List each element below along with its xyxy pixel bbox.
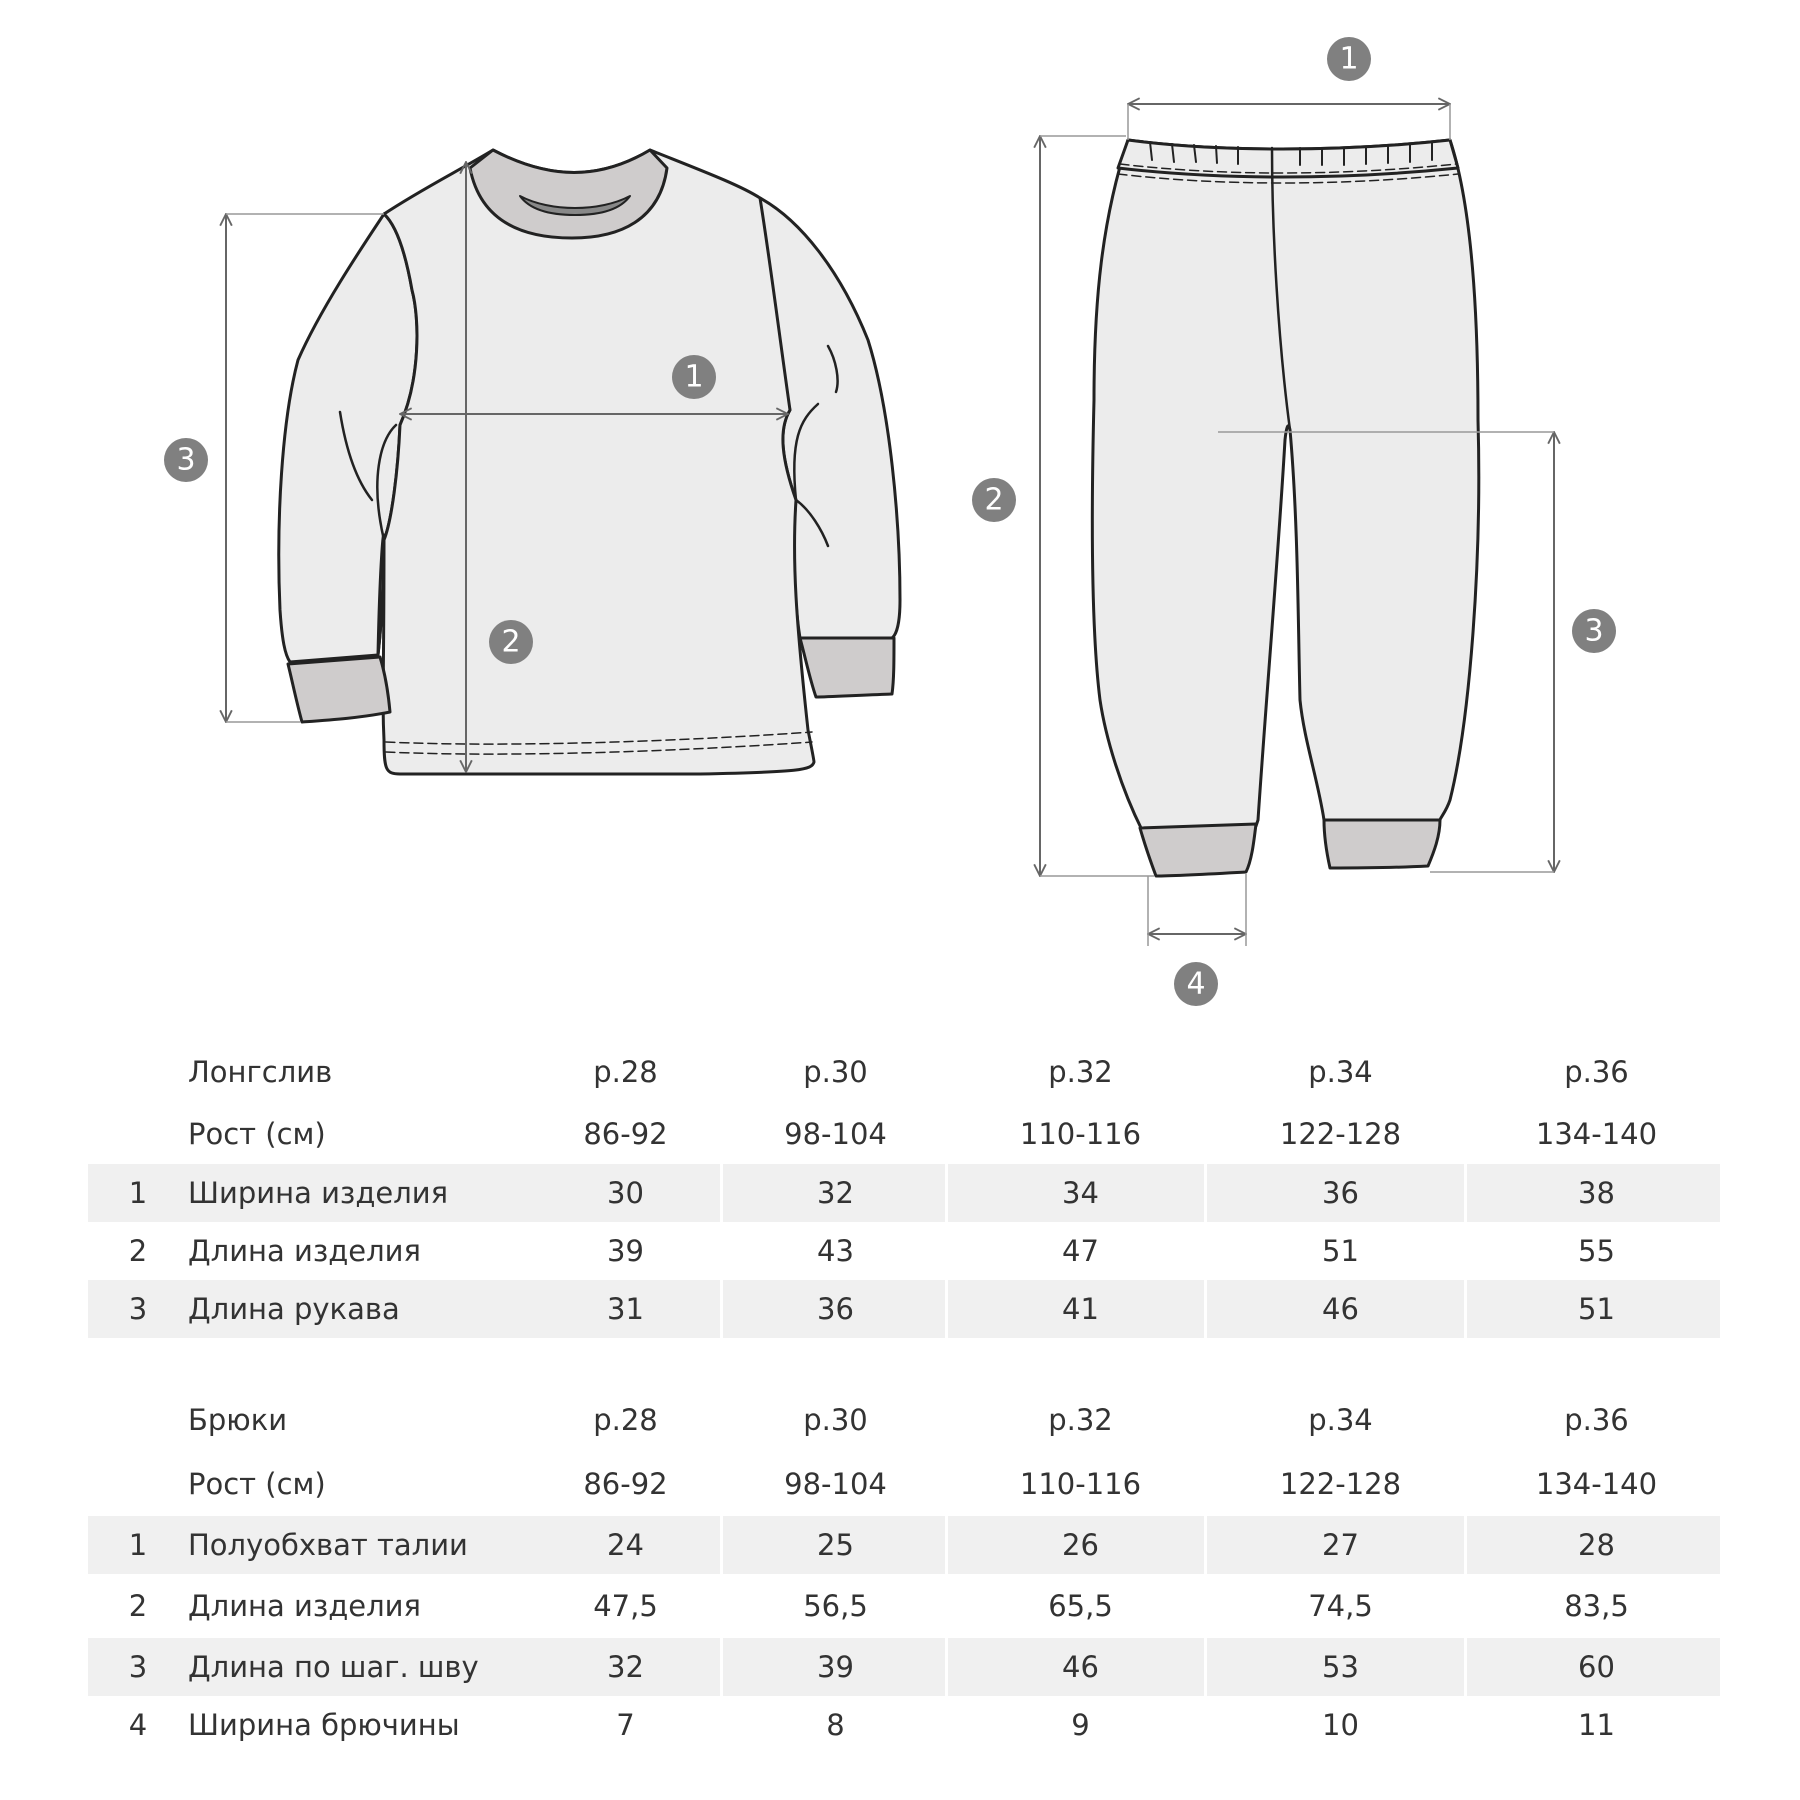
table-cell: 47,5 [593,1589,658,1623]
longsleeve-body [378,150,814,774]
row-number: 3 [128,1292,148,1326]
longsleeve-size-header [88,1040,1720,1104]
row-number: 2 [128,1234,148,1268]
table-cell: 36 [1322,1176,1359,1210]
table-cell: 8 [826,1708,845,1742]
svg-text:3: 3 [176,442,196,478]
table-cell: 74,5 [1308,1589,1373,1623]
size-label: р.30 [803,1055,868,1089]
row-label: Длина изделия [188,1234,421,1268]
table-cell: 32 [607,1650,644,1684]
table-cell: 83,5 [1564,1589,1629,1623]
waistband [1118,140,1458,177]
table-cell: 46 [1062,1650,1099,1684]
longsleeve-marker-2 [489,620,533,664]
row-label: Длина изделия [188,1589,421,1623]
pants-marker-3 [1572,609,1616,653]
pants-marker-2 [972,478,1016,522]
height-range: 86-92 [583,1467,668,1501]
table-row [88,1574,1720,1638]
longsleeve-marker-1 [672,355,716,399]
row-number: 1 [128,1176,148,1210]
row-number: 2 [128,1589,148,1623]
right-pant-cuff [1324,820,1440,868]
size-label: р.28 [593,1055,658,1089]
height-label: Рост (см) [188,1117,326,1151]
left-pant-cuff [1140,824,1256,876]
table-cell: 34 [1062,1176,1099,1210]
table-cell: 41 [1062,1292,1099,1326]
table-cell: 24 [607,1528,644,1562]
table-cell: 36 [817,1292,854,1326]
table-row [88,1280,1720,1338]
table-cell: 65,5 [1048,1589,1113,1623]
table-row [88,1222,1720,1280]
table-cell: 43 [817,1234,854,1268]
table-cell: 56,5 [803,1589,868,1623]
svg-text:2: 2 [984,482,1004,518]
row-label: Длина по шаг. шву [188,1650,479,1684]
table-cell: 51 [1322,1234,1359,1268]
pants-marker-4 [1174,962,1218,1006]
longsleeve-size-table [88,1040,1720,1338]
size-label: р.36 [1564,1403,1629,1437]
row-label: Ширина брючины [188,1708,460,1742]
table-row [88,1516,1720,1574]
table-cell: 25 [817,1528,854,1562]
right-cuff [800,638,894,697]
row-number: 3 [128,1650,148,1684]
left-cuff [288,657,390,722]
table-cell: 7 [616,1708,635,1742]
table-row [88,1638,1720,1696]
svg-text:1: 1 [1339,41,1359,77]
table-cell: 27 [1322,1528,1359,1562]
height-range: 98-104 [784,1467,887,1501]
size-label: р.32 [1048,1403,1113,1437]
table-cell: 53 [1322,1650,1359,1684]
row-label: Ширина изделия [188,1176,449,1210]
table-cell: 55 [1578,1234,1615,1268]
size-label: р.30 [803,1403,868,1437]
pants-marker-1 [1327,37,1371,81]
table-cell: 39 [607,1234,644,1268]
row-label: Полуобхват талии [188,1528,468,1562]
height-range: 134-140 [1535,1467,1658,1501]
table-row [88,1696,1720,1754]
svg-text:4: 4 [1186,966,1206,1002]
table-cell: 30 [607,1176,644,1210]
table-cell: 11 [1578,1708,1615,1742]
size-label: р.32 [1048,1055,1113,1089]
height-range: 98-104 [784,1117,887,1151]
longsleeve-illustration [279,150,900,774]
height-label: Рост (см) [188,1467,326,1501]
size-label: р.36 [1564,1055,1629,1089]
height-range: 122-128 [1279,1117,1402,1151]
table-cell: 38 [1578,1176,1615,1210]
table-cell: 32 [817,1176,854,1210]
longsleeve-marker-3 [164,438,208,482]
height-range: 110-116 [1019,1117,1142,1151]
table-cell: 39 [817,1650,854,1684]
table-cell: 60 [1578,1650,1615,1684]
row-number: 4 [128,1708,148,1742]
svg-text:1: 1 [684,359,704,395]
pants-body [1092,140,1478,830]
height-range: 122-128 [1279,1467,1402,1501]
table-cell: 51 [1578,1292,1615,1326]
pants-title: Брюки [188,1403,288,1437]
height-range: 110-116 [1019,1467,1142,1501]
row-label: Длина рукава [188,1292,400,1326]
height-range: 86-92 [583,1117,668,1151]
table-cell: 26 [1062,1528,1099,1562]
table-cell: 10 [1322,1708,1359,1742]
table-row [88,1164,1720,1222]
table-cell: 47 [1062,1234,1099,1268]
row-number: 1 [128,1528,148,1562]
svg-text:3: 3 [1584,613,1604,649]
pants-size-table [88,1388,1720,1754]
size-label: р.28 [593,1403,658,1437]
height-range: 134-140 [1535,1117,1658,1151]
table-cell: 46 [1322,1292,1359,1326]
table-cell: 31 [607,1292,644,1326]
longsleeve-title: Лонгслив [188,1055,333,1089]
pants-height-row [88,1452,1720,1516]
longsleeve-height-row [88,1104,1720,1164]
pants-illustration [1092,140,1478,876]
size-label: р.34 [1308,1403,1373,1437]
table-cell: 9 [1071,1708,1090,1742]
table-cell: 28 [1578,1528,1615,1562]
svg-text:2: 2 [501,624,521,660]
size-label: р.34 [1308,1055,1373,1089]
pants-size-header [88,1388,1720,1452]
